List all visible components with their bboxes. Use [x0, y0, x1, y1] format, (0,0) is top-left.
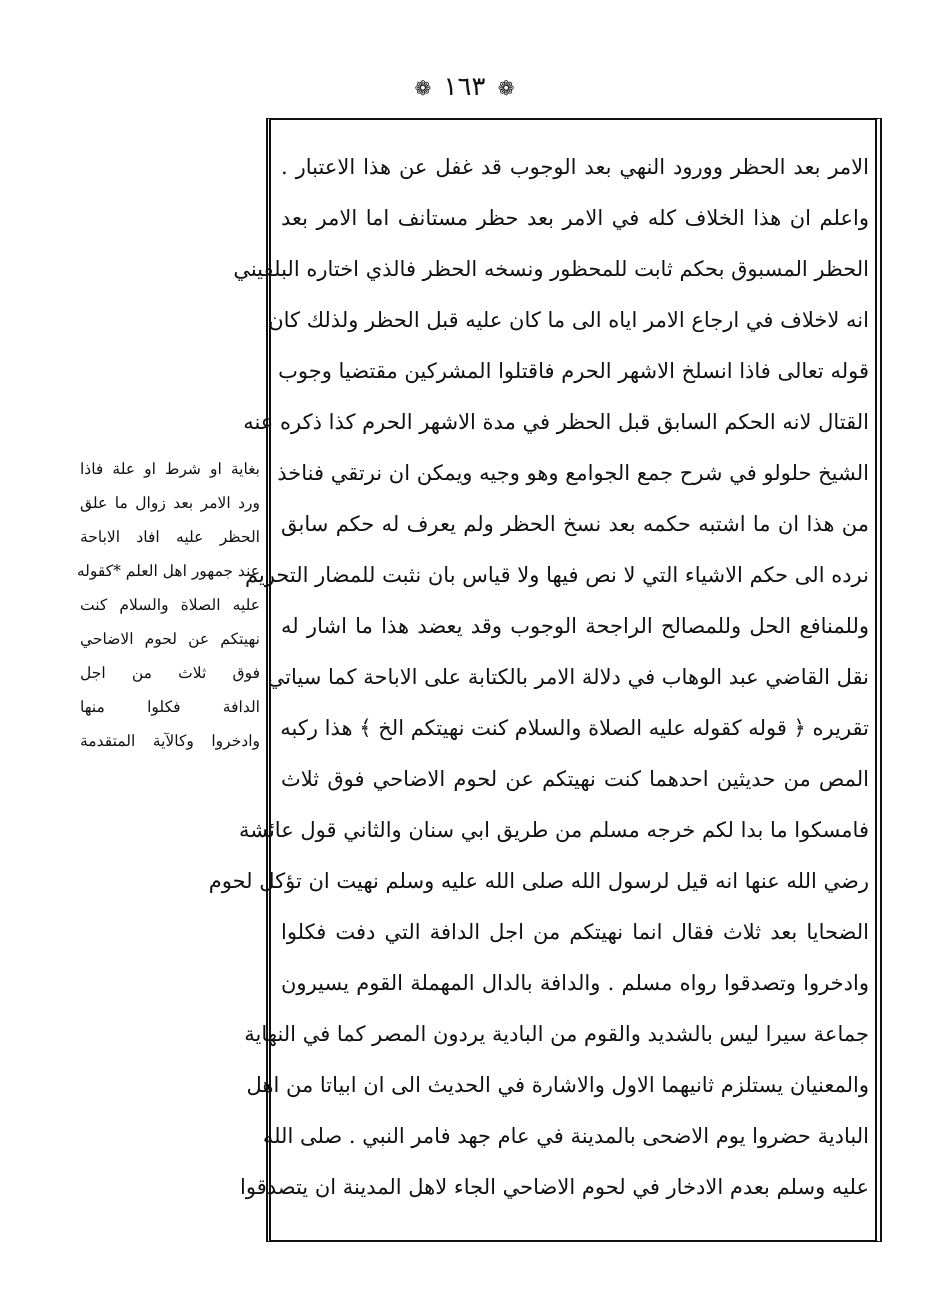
- marginal-note-line-2: ورد الامر بعد زوال ما علق: [80, 494, 260, 512]
- main-text-block: [208, 142, 869, 1232]
- main-text-frame: [208, 118, 882, 1242]
- main-text-line-15: رضي الله عنها انه قيل لرسول الله صلى الله عليه وسلم نهيت ان تؤكل لحوم: [208, 869, 869, 893]
- marginal-note-line-1: بغاية او شرط او علة فاذا: [80, 460, 260, 478]
- main-text-line-13: المص من حديثين احدهما كنت نهيتكم عن لحوم الاضاحي فوق ثلاث: [281, 767, 869, 791]
- main-text-line-14: فامسكوا ما بدا لكم خرجه مسلم من طريق ابي سنان والثاني قول عائشة: [238, 818, 869, 842]
- right-ornament-icon: ❁: [414, 76, 432, 100]
- marginal-note: [76, 452, 260, 758]
- left-ornament-icon: ❁: [497, 76, 515, 100]
- main-text-line-2: واعلم ان هذا الخلاف كله في الامر بعد حظر مستانف اما الامر بعد: [281, 206, 869, 230]
- marginal-note-line-7: فوق ثلاث من اجل: [80, 664, 260, 682]
- main-text-line-3: الحظر المسبوق بحكم ثابت للمحظور ونسخه الحظر فالذي اختاره البلقيني: [233, 257, 869, 281]
- page-number-value: ١٦٣: [443, 72, 486, 102]
- main-text-line-16: الضحايا بعد ثلاث فقال انما نهيتكم من اجل الدافة التي دفت فكلوا: [281, 920, 869, 944]
- marginal-note-line-9: وادخروا وكالآية المتقدمة: [80, 732, 260, 750]
- main-text-line-11: نقل القاضي عبد الوهاب في دلالة الامر بالكتابة على الاباحة كما سياتي: [267, 665, 869, 689]
- main-text-line-7: الشيخ حلولو في شرح جمع الجوامع وهو وجيه ويمكن ان نرتقي فناخذ: [277, 461, 869, 485]
- main-text-line-10: وللمنافع الحل وللمصالح الراجحة الوجوب وقد يعضد هذا ما اشار له: [281, 614, 869, 638]
- main-text-line-9: نرده الى حكم الاشياء التي لا نص فيها ولا قياس بان نثبت للمضار التحريم: [244, 563, 869, 587]
- main-text-line-18: جماعة سيرا ليس بالشديد والقوم من البادية يردون المصر كما في النهاية: [244, 1022, 869, 1046]
- main-text-line-21: عليه وسلم بعدم الادخار في لحوم الاضاحي الجاء لاهل المدينة ان يتصدقوا: [240, 1175, 869, 1199]
- main-text-line-8: من هذا ان ما اشتبه حكمه بعد نسخ الحظر ولم يعرف له حكم سابق: [281, 512, 869, 536]
- main-text-line-4: انه لاخلاف في ارجاع الامر اياه الى ما كان عليه قبل الحظر ولذلك كان: [268, 308, 869, 332]
- main-text-line-19: والمعنيان يستلزم ثانيهما الاول والاشارة في الحديث الى ان ابياتا من اهل: [246, 1073, 869, 1097]
- main-text-line-17: وادخروا وتصدقوا رواه مسلم . والدافة بالدال المهملة القوم يسيرون: [281, 971, 869, 995]
- main-text-line-1: الامر بعد الحظر وورود النهي بعد الوجوب قد غفل عن هذا الاعتبار .: [281, 155, 869, 179]
- main-text-line-12: تقريره ﴿ قوله كقوله عليه الصلاة والسلام كنت نهيتكم الخ ﴾ هذا ركبه: [280, 716, 869, 740]
- marginal-note-line-4: عند جمهور اهل العلم *كقوله: [76, 562, 260, 580]
- marginal-note-line-6: نهيتكم عن لحوم الاضاحي: [80, 630, 260, 648]
- main-text-line-5: قوله تعالى فاذا انسلخ الاشهر الحرم فاقتلوا المشركين مقتضيا وجوب: [278, 359, 869, 383]
- main-text-line-20: البادية حضروا يوم الاضحى بالمدينة في عام جهد فامر النبي . صلى الله: [262, 1124, 869, 1148]
- marginal-note-line-3: الحظر عليه افاد الاباحة: [80, 528, 260, 546]
- marginal-note-line-8: الدافة فكلوا منها: [80, 698, 260, 716]
- marginal-note-line-5: عليه الصلاة والسلام كنت: [80, 596, 260, 614]
- main-text-line-6: القتال لانه الحكم السابق قبل الحظر في مدة الاشهر الحرم كذا ذكره عنه: [243, 410, 869, 434]
- page-number: [0, 72, 929, 103]
